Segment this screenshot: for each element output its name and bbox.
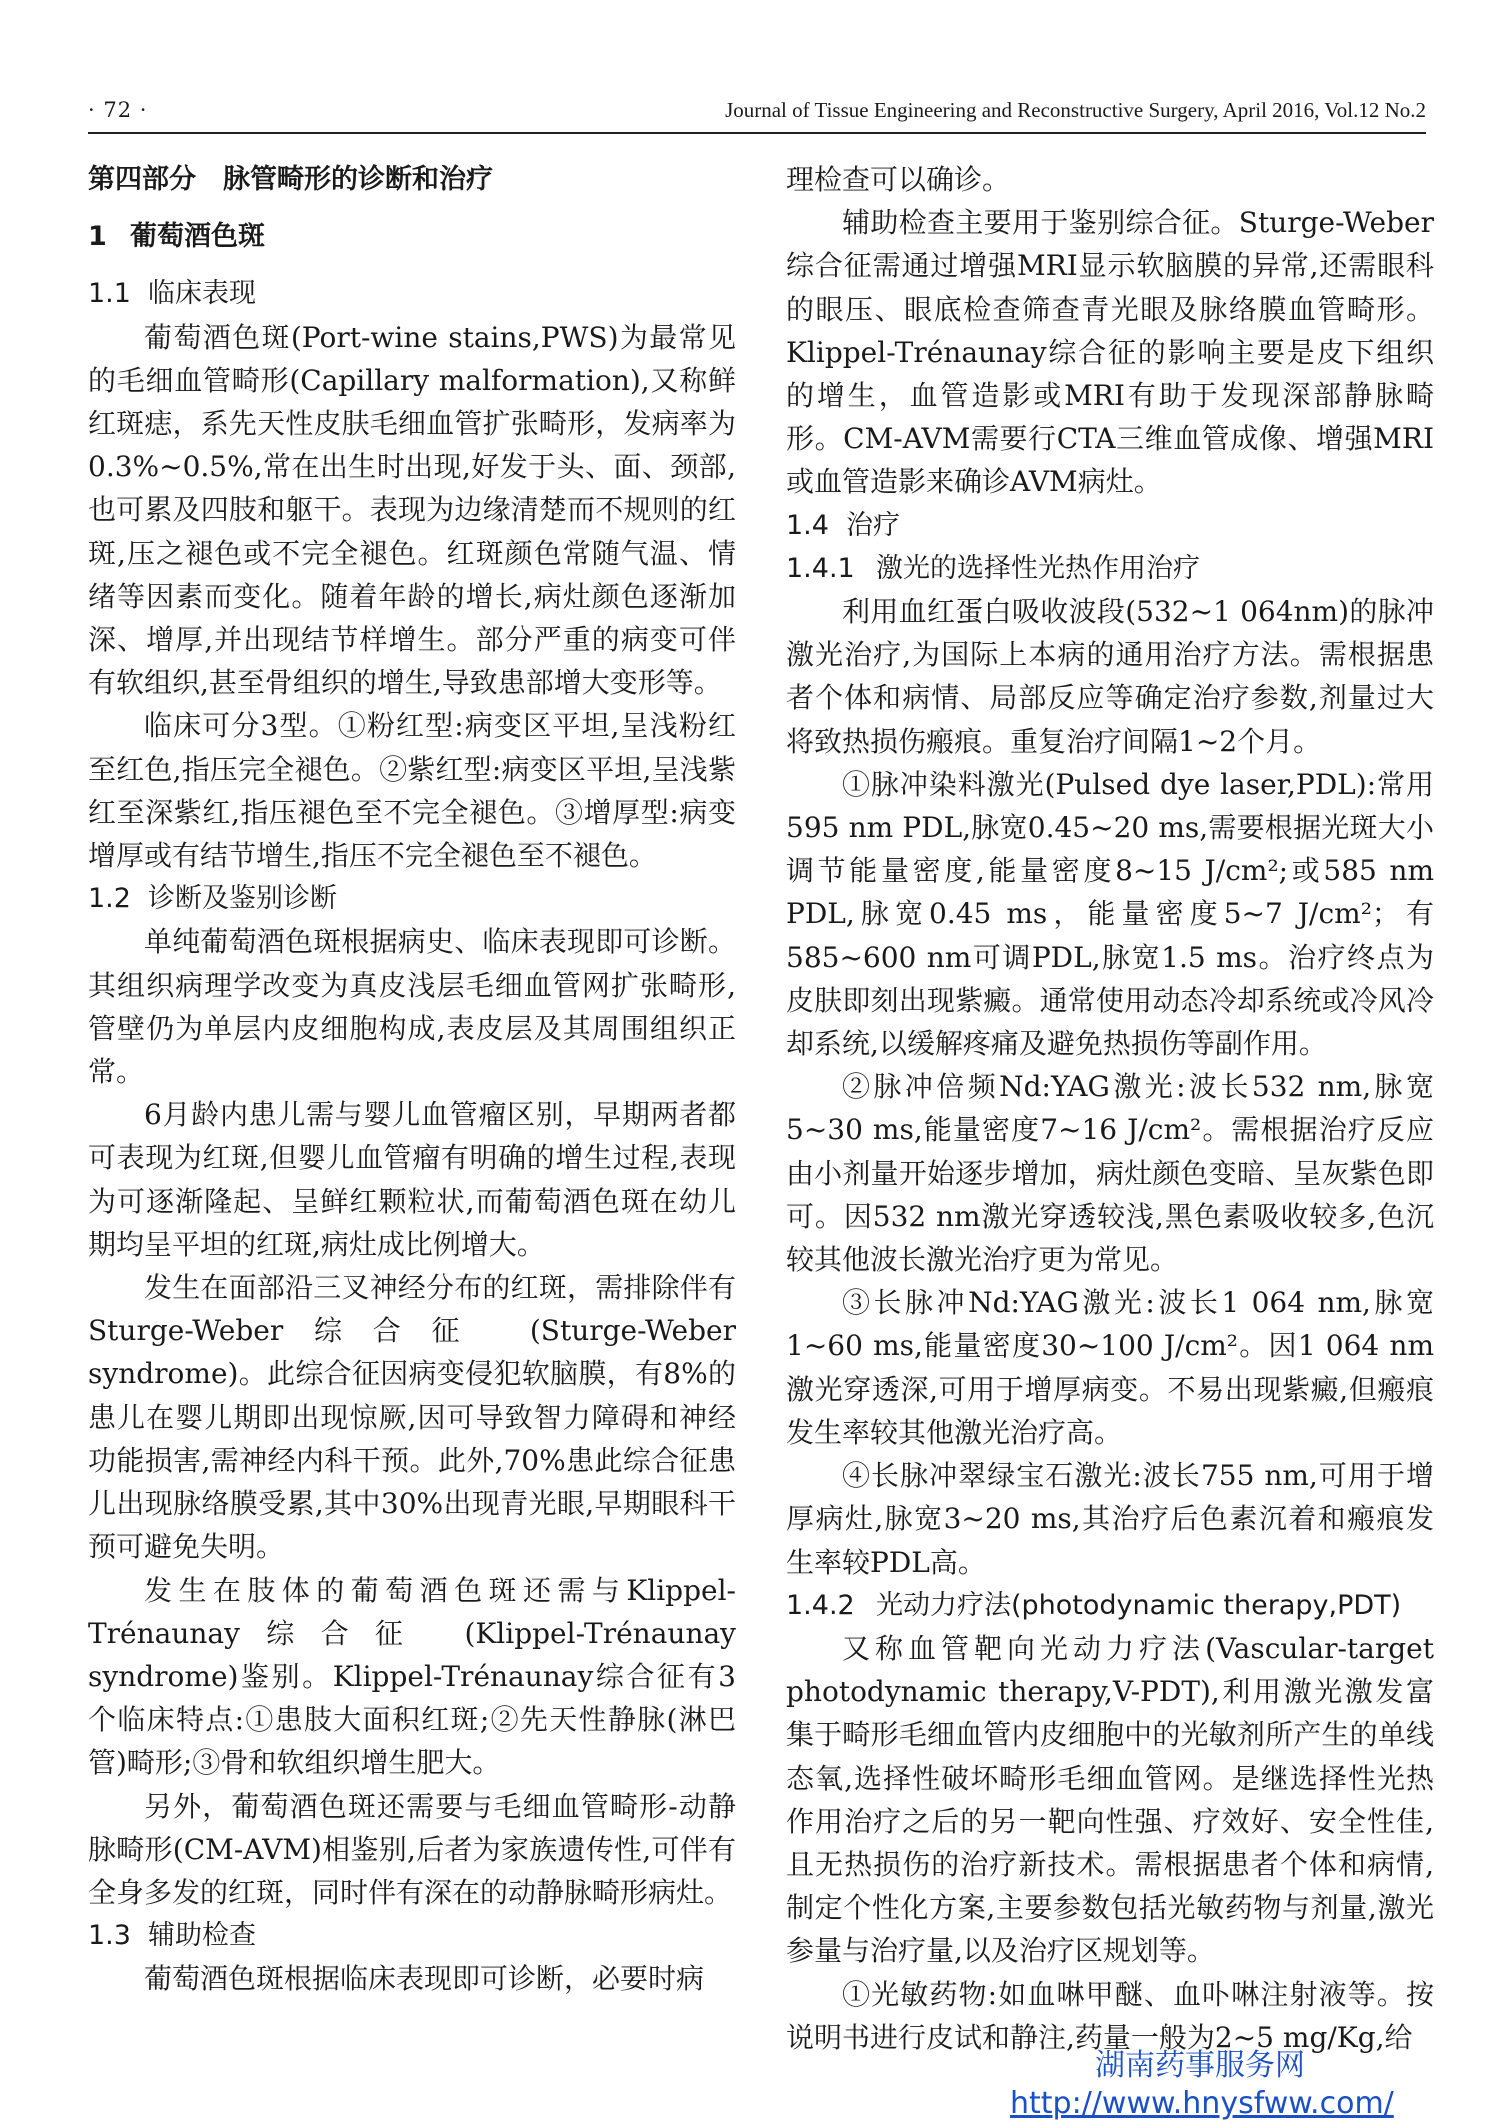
watermark	[1010, 2046, 1394, 2122]
subsection-title: 激光的选择性光热作用治疗	[876, 552, 1200, 584]
subsection-number: 1.1	[88, 278, 131, 310]
watermark-url[interactable]: http://www.hnysfww.com/	[1010, 2086, 1394, 2121]
subsection-heading-1-4	[786, 504, 1434, 547]
subsection-heading-1-4-1	[786, 547, 1434, 590]
subsection-heading-1-4-2	[786, 1584, 1434, 1627]
subsection-title: 治疗	[846, 509, 900, 541]
section-number: 1	[88, 221, 107, 253]
page-header	[88, 98, 1426, 134]
journal-running-head: Journal of Tissue Engineering and Reconstructive Surgery, April 2016, Vol.12 No.2	[725, 98, 1426, 122]
left-column	[88, 158, 736, 2001]
paragraph: ④长脉冲翠绿宝石激光:波长755 nm,可用于增厚病灶,脉宽3~20 ms,其治疗后色素沉着和瘢痕发生率较PDL高。	[786, 1459, 1434, 1579]
page-number: · 72 ·	[88, 98, 148, 122]
subsection-heading-1-2	[88, 877, 736, 920]
subsection-number: 1.2	[88, 883, 131, 915]
right-column	[786, 158, 1434, 2059]
paragraph: ③长脉冲Nd:YAG激光:波长1 064 nm,脉宽1~60 ms,能量密度30~100 J/cm²。因1 064 nm激光穿透深,可用于增厚病变。不易出现紫癜,但瘢痕发生率较其他激光治疗高。	[786, 1286, 1434, 1449]
subsection-number: 1.4	[786, 509, 829, 541]
paragraph: ①光敏药物:如血啉甲醚、血卟啉注射液等。按说明书进行皮试和静注,药量一般为2~5 mg/Kg,给	[786, 1977, 1434, 2054]
paragraph: 临床可分3型。①粉红型:病变区平坦,呈浅粉红至红色,指压完全褪色。②紫红型:病变区平坦,呈浅紫红至深紫红,指压褪色至不完全褪色。③增厚型:病变增厚或有结节增生,指压不完全褪色至不褪色。	[88, 709, 736, 873]
paragraph: 6月龄内患儿需与婴儿血管瘤区别，早期两者都可表现为红斑,但婴儿血管瘤有明确的增生过程,表现为可逐渐隆起、呈鲜红颗粒状,而葡萄酒色斑在幼儿期均呈平坦的红斑,病灶成比例增大。	[88, 1098, 736, 1261]
paragraph: 利用血红蛋白吸收波段(532~1 064nm)的脉冲激光治疗,为国际上本病的通用治疗方法。需根据患者个体和病情、局部反应等确定治疗参数,剂量过大将致热损伤瘢痕。重复治疗间隔1~2个月。	[786, 595, 1434, 758]
subsection-number: 1.4.1	[786, 552, 855, 584]
paragraph: 单纯葡萄酒色斑根据病史、临床表现即可诊断。其组织病理学改变为真皮浅层毛细血管网扩张畸形,管壁仍为单层内皮细胞构成,表皮层及其周围组织正常。	[88, 925, 736, 1089]
subsection-heading-1-3	[88, 1914, 736, 1957]
subsection-heading-1-1	[88, 272, 736, 315]
subsection-number: 1.4.2	[786, 1589, 855, 1621]
subsection-number: 1.3	[88, 1920, 131, 1952]
subsection-title: 诊断及鉴别诊断	[148, 883, 337, 915]
section-title: 葡萄酒色斑	[130, 221, 265, 253]
paragraph: 又称血管靶向光动力疗法(Vascular-target photodynamic therapy,V-PDT),利用激光激发富集于畸形毛细血管内皮细胞中的光敏剂所产生的单线态氧,选择性破坏畸形毛细血管网。是继选择性光热作用治疗之后的另一靶向性强、疗效好、安全性佳,且无热损伤的治疗新技术。需根据患者个体和病情,制定个性化方案,主要参数包括光敏药物与剂量,激光参量与治疗量,以及治疗区规划等。	[786, 1631, 1434, 1968]
paragraph: 辅助检查主要用于鉴别综合征。Sturge-Weber综合征需通过增强MRI显示软脑膜的异常,还需眼科的眼压、眼底检查筛查青光眼及脉络膜血管畸形。Klippel-Trénaunay综合征的影响主要是皮下组织的增生，血管造影或MRI有助于发现深部静脉畸形。CM-AVM需要行CTA三维血管成像、增强MRI或血管造影来确诊AVM病灶。	[786, 206, 1434, 499]
subsection-title: 临床表现	[148, 278, 256, 310]
paragraph: ②脉冲倍频Nd:YAG激光:波长532 nm,脉宽5~30 ms,能量密度7~16 J/cm²。需根据治疗反应由小剂量开始逐步增加，病灶颜色变暗、呈灰紫色即可。因532 nm激光穿透较浅,黑色素吸收较多,色沉较其他波长激光治疗更为常见。	[786, 1070, 1434, 1277]
watermark-name: 湖南药事服务网	[1095, 2048, 1305, 2083]
part-title: 第四部分 脉管畸形的诊断和治疗	[88, 164, 493, 195]
paragraph: 发生在面部沿三叉神经分布的红斑，需排除伴有Sturge-Weber综合征 (Sturge-Weber syndrome)。此综合征因病变侵犯软脑膜，有8%的患儿在婴儿期即出现惊厥,因可导致智力障碍和神经功能损害,需神经内科干预。此外,70%患此综合征患儿出现脉络膜受累,其中30%出现青光眼,早期眼科干预可避免失明。	[88, 1271, 736, 1564]
paragraph-continued: 理检查可以确诊。	[786, 163, 1011, 196]
paragraph: 葡萄酒色斑(Port-wine stains,PWS)为最常见的毛细血管畸形(Capillary malformation),又称鲜红斑痣，系先天性皮肤毛细血管扩张畸形，发病率为0.3%~0.5%,常在出生时出现,好发于头、面、颈部,也可累及四肢和躯干。表现为边缘清楚而不规则的红斑,压之褪色或不完全褪色。红斑颜色常随气温、情绪等因素而变化。随着年龄的增长,病灶颜色逐渐加深、增厚,并出现结节样增生。部分严重的病变可伴有软组织,甚至骨组织的增生,导致患部增大变形等。	[88, 320, 736, 700]
paragraph: 发生在肢体的葡萄酒色斑还需与Klippel-Trénaunay综合征 (Klippel-Trénaunay syndrome)鉴别。Klippel-Trénaunay综合征有3个临床特点:①患肢大面积红斑;②先天性静脉(淋巴管)畸形;③骨和软组织增生肥大。	[88, 1573, 736, 1780]
subsection-title: 光动力疗法(photodynamic therapy,PDT)	[876, 1589, 1402, 1621]
paragraph: 另外，葡萄酒色斑还需要与毛细血管畸形-动静脉畸形(CM-AVM)相鉴别,后者为家族遗传性,可伴有全身多发的红斑，同时伴有深在的动静脉畸形病灶。	[88, 1789, 736, 1909]
paragraph: 葡萄酒色斑根据临床表现即可诊断，必要时病	[144, 1962, 705, 1996]
section-heading-1	[88, 215, 736, 258]
paragraph: ①脉冲染料激光(Pulsed dye laser,PDL):常用595 nm PDL,脉宽0.45~20 ms,需要根据光斑大小调节能量密度,能量密度8~15 J/cm²;或585 nm PDL,脉宽0.45 ms，能量密度5~7 J/cm²；有585~600 nm可调PDL,脉宽1.5 ms。治疗终点为皮肤即刻出现紫癜。通常使用动态冷却系统或冷风冷却系统,以缓解疼痛及避免热损伤等副作用。	[786, 767, 1434, 1061]
subsection-title: 辅助检查	[148, 1920, 256, 1952]
